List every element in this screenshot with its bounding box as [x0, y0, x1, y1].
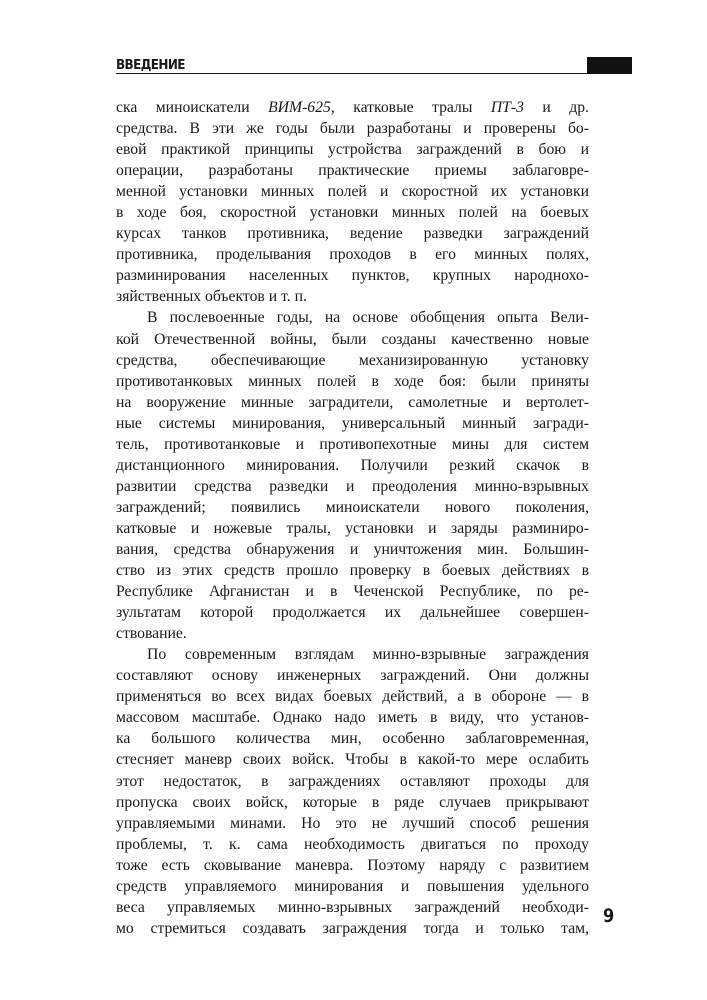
paragraph [116, 97, 589, 307]
text-line: мо стремиться создавать заграждения тогда и только там, [116, 919, 589, 937]
text-line: пропуска своих войск, которые в ряде случаев прикрывают [116, 793, 589, 811]
text-line: ные системы минирования, универсальный минный загради- [116, 414, 589, 432]
text-line: евой практикой принципы устройства заграждений в бою и [116, 141, 589, 159]
paragraph [116, 644, 589, 939]
text-line: ска миноискатели ВИМ-625, катковые тралы ПТ-3 и др. [116, 99, 589, 116]
text-line: разминирования населенных пунктов, крупных народнохо- [116, 267, 589, 285]
text-line: кой Отечественной войны, были созданы качественно новые [116, 330, 589, 348]
text-line: стесняет маневр своих войск. Чтобы в какой-то мере ослабить [116, 751, 589, 769]
text-line: развитии средства разведки и преодоления минно-взрывных [116, 477, 589, 495]
text-line: тоже есть сковывание маневра. Поэтому наряду с развитием [116, 856, 589, 874]
text-line: на вооружение минные заградители, самолетные и вертолет- [116, 393, 589, 411]
text-line: По современным взглядам минно-взрывные заграждения [147, 646, 589, 664]
text-line: управляемыми минами. Но это не лучший способ решения [116, 814, 589, 832]
text-line: массовом масштабе. Однако надо иметь в виду, что установ- [116, 709, 589, 727]
text-line: тель, противотанковые и противопехотные мины для систем [116, 435, 589, 453]
text-line: катковые и ножевые тралы, установки и заряды разминиро- [116, 519, 589, 537]
text-line: средства. В эти же годы были разработаны и проверены бо- [116, 120, 589, 138]
text-line: средств управляемого минирования и повышения удельного [116, 877, 589, 895]
text-line: менной установки минных полей и скоростной их установки [116, 183, 589, 201]
text-line: ствование. [116, 625, 187, 643]
page-number: 9 [603, 905, 615, 927]
text-line: Республике Афганистан и в Чеченской Республике, по ре- [116, 583, 589, 601]
text-line: составляют основу инженерных заграждений. Они должны [116, 667, 589, 685]
text-line: зяйственных объектов и т. п. [116, 288, 307, 306]
text-line: противника, проделывания проходов в его минных полях, [116, 246, 589, 264]
running-header [116, 57, 632, 77]
text-line: противотанковых минных полей в ходе боя: были приняты [116, 372, 589, 390]
text-line: зультатам которой продолжается их дальнейшее совершен- [116, 604, 589, 622]
text-line: веса управляемых минно-взрывных заграждений необходи- [116, 898, 589, 916]
paragraph [116, 307, 589, 644]
text-line: курсах танков противника, ведение разведки заграждений [116, 225, 589, 243]
text-line: в ходе боя, скоростной установки минных полей на боевых [116, 204, 589, 222]
text-line: В послевоенные годы, на основе обобщения опыта Вели- [147, 309, 589, 327]
body-text [116, 97, 589, 939]
text-line: средства, обеспечивающие механизированную установку [116, 351, 589, 369]
running-header-title: ВВЕДЕНИЕ [116, 57, 185, 73]
text-line: вания, средства обнаружения и уничтожения мин. Большин- [116, 540, 589, 558]
header-black-tab [587, 57, 632, 74]
text-line: этот недостаток, в заграждениях оставляют проходы для [116, 772, 589, 790]
text-line: операции, разработаны практические приемы заблаговре- [116, 162, 589, 180]
text-line: дистанционного минирования. Получили резкий скачок в [116, 456, 589, 474]
text-line: ка большого количества мин, особенно заблаговременная, [116, 730, 589, 748]
text-line: проблемы, т. к. сама необходимость двигаться по проходу [116, 835, 589, 853]
text-line: заграждений; появились миноискатели нового поколения, [116, 498, 589, 516]
text-line: применяться во всех видах боевых действий, а в обороне — в [116, 688, 589, 706]
text-line: ство из этих средств прошло проверку в боевых действиях в [116, 562, 589, 580]
header-rule [116, 73, 590, 74]
